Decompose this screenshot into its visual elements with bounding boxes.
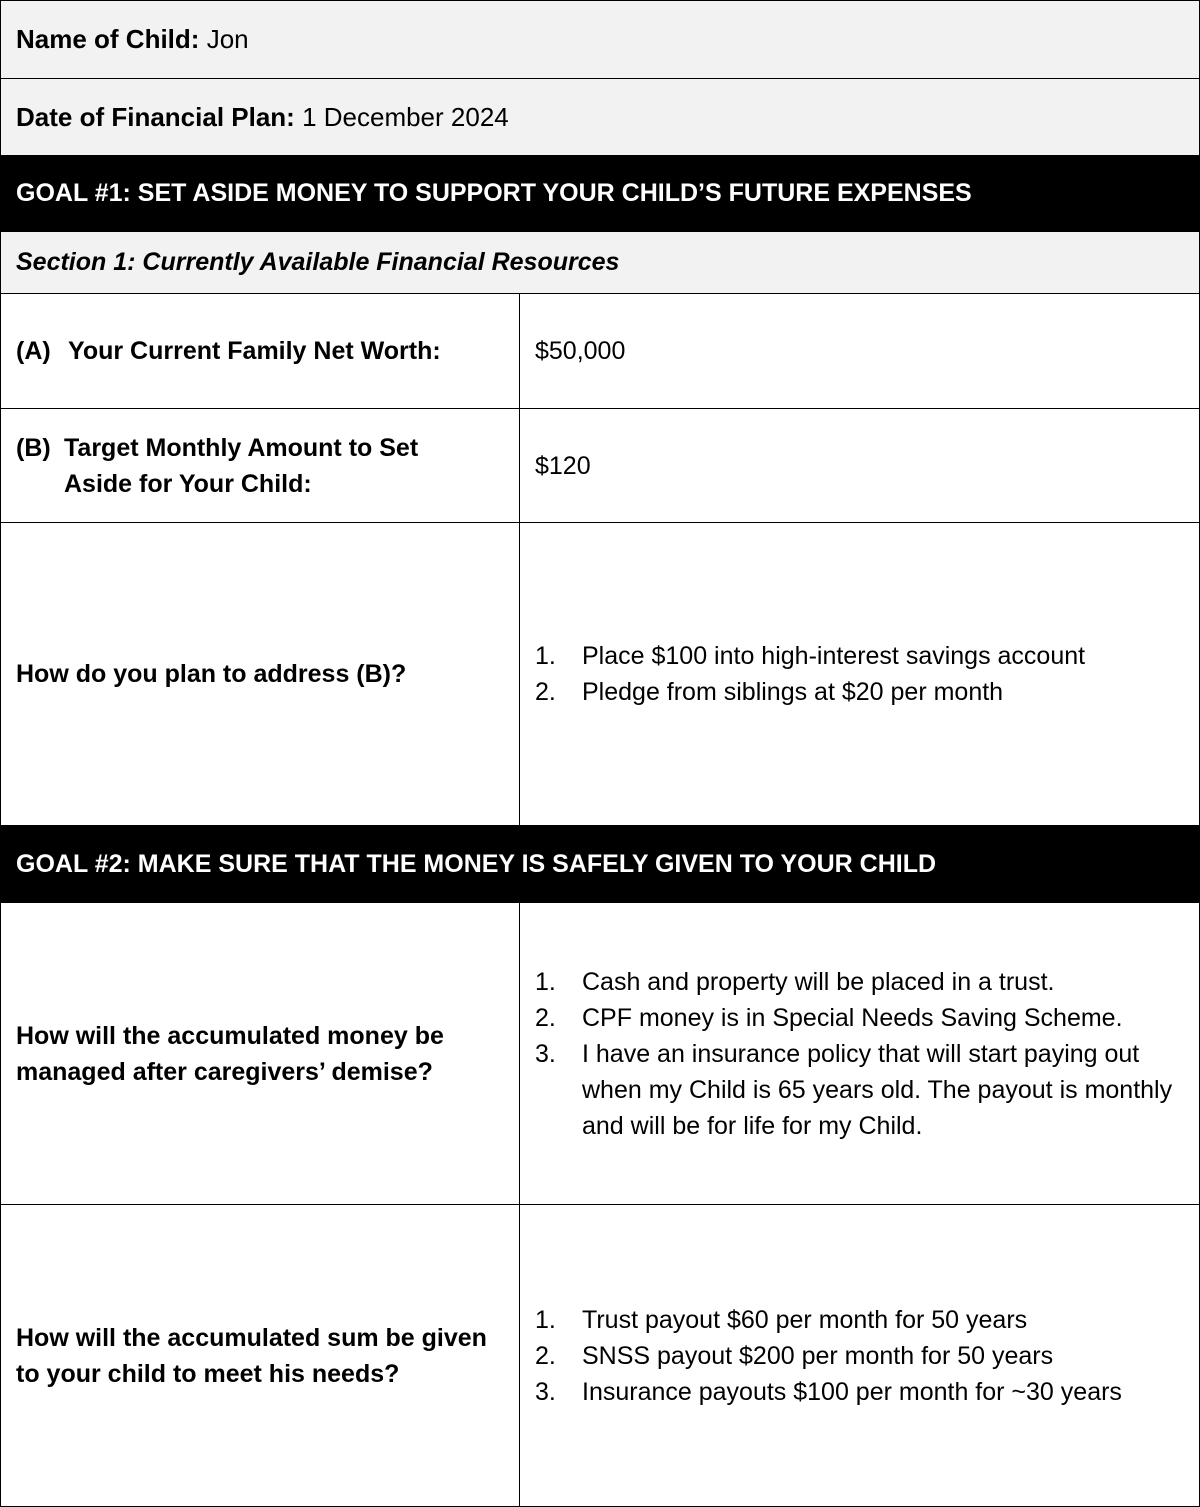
list-item <box>535 1374 1122 1410</box>
list-item-number: 2. <box>535 1003 556 1032</box>
list-item-text: Trust payout $60 per month for 50 years <box>582 1305 1028 1334</box>
list-item-number: 1. <box>535 967 556 996</box>
list-item-text: CPF money is in Special Needs Saving Scheme. <box>582 1003 1123 1032</box>
plan-date-row <box>1 79 1199 156</box>
child-name-row <box>1 1 1199 79</box>
payout-question: How will the accumulated sum be given to your child to meet his needs? <box>16 1323 487 1388</box>
list-item-number: 3. <box>535 1039 556 1068</box>
section1-title: Section 1: Currently Available Financial Resources <box>16 248 620 276</box>
plan-address-question: How do you plan to address (B)? <box>16 660 407 688</box>
monthly-target-row <box>1 409 1199 523</box>
monthly-target-value: $120 <box>535 451 591 480</box>
net-worth-value-cell <box>520 294 1199 408</box>
list-item-text: Cash and property will be placed in a trust. <box>582 967 1055 996</box>
payout-list <box>535 1302 1122 1410</box>
goal2-header-row <box>1 826 1199 903</box>
monthly-target-label-text: Target Monthly Amount to Set Aside for Your Child: <box>64 433 419 498</box>
monthly-target-label <box>16 430 464 502</box>
child-name-value: Jon <box>206 24 249 54</box>
list-item-text: Pledge from siblings at $20 per month <box>582 678 1004 706</box>
list-item-text: Insurance payouts $100 per month for ~30 years <box>582 1377 1122 1406</box>
net-worth-label-text: Your Current Family Net Worth: <box>68 337 441 365</box>
list-item-text: SNSS payout $200 per month for 50 years <box>582 1341 1054 1370</box>
child-name-label: Name of Child: <box>16 24 200 54</box>
list-item <box>535 1338 1122 1374</box>
list-item <box>535 1036 1187 1144</box>
monthly-target-label-cell <box>1 409 520 522</box>
plan-address-label-cell <box>1 523 520 825</box>
list-item-number: 3. <box>535 1377 556 1406</box>
goal1-header-row <box>1 156 1199 232</box>
net-worth-row <box>1 294 1199 409</box>
goal1-title: GOAL #1: SET ASIDE MONEY TO SUPPORT YOUR CHILD’S FUTURE EXPENSES <box>1 156 1199 231</box>
list-item <box>535 1000 1187 1036</box>
net-worth-value: $50,000 <box>535 337 626 365</box>
plan-date-value: 1 December 2024 <box>302 101 509 132</box>
goal2-title: GOAL #2: MAKE SURE THAT THE MONEY IS SAFELY GIVEN TO YOUR CHILD <box>1 826 1199 902</box>
section1-cell <box>1 232 1199 293</box>
money-management-question: How will the accumulated money be managed after caregivers’ demise? <box>16 1021 444 1086</box>
plan-date-label: Date of Financial Plan: <box>16 101 295 132</box>
money-management-row <box>1 903 1199 1205</box>
payout-row <box>1 1205 1199 1506</box>
list-item <box>535 674 1085 710</box>
child-name-cell <box>1 1 1199 78</box>
list-item-number: 2. <box>535 678 556 706</box>
list-item-number: 2. <box>535 1341 556 1370</box>
payout-answer-cell <box>520 1205 1199 1506</box>
plan-address-list <box>535 638 1085 710</box>
monthly-target-tag: (B) <box>16 433 51 462</box>
list-item-text: I have an insurance policy that will start paying out when my Child is 65 years old. The payout is monthly and will be for life for my Child. <box>582 1039 1173 1140</box>
list-item-text: Place $100 into high-interest savings account <box>582 642 1086 670</box>
plan-address-row <box>1 523 1199 826</box>
monthly-target-value-cell <box>520 409 1199 522</box>
plan-date-cell <box>1 79 1199 155</box>
list-item <box>535 964 1187 1000</box>
net-worth-label-cell <box>1 294 520 408</box>
list-item-number: 1. <box>535 1305 556 1334</box>
plan-address-answer-cell <box>520 523 1199 825</box>
payout-label-cell <box>1 1205 520 1506</box>
list-item-number: 1. <box>535 642 556 670</box>
net-worth-label <box>16 333 441 369</box>
section1-row <box>1 232 1199 294</box>
money-management-label-cell <box>1 903 520 1204</box>
money-management-answer-cell <box>520 903 1199 1204</box>
money-management-list <box>535 964 1187 1144</box>
list-item <box>535 1302 1122 1338</box>
net-worth-tag: (A) <box>16 337 51 365</box>
list-item <box>535 638 1085 674</box>
